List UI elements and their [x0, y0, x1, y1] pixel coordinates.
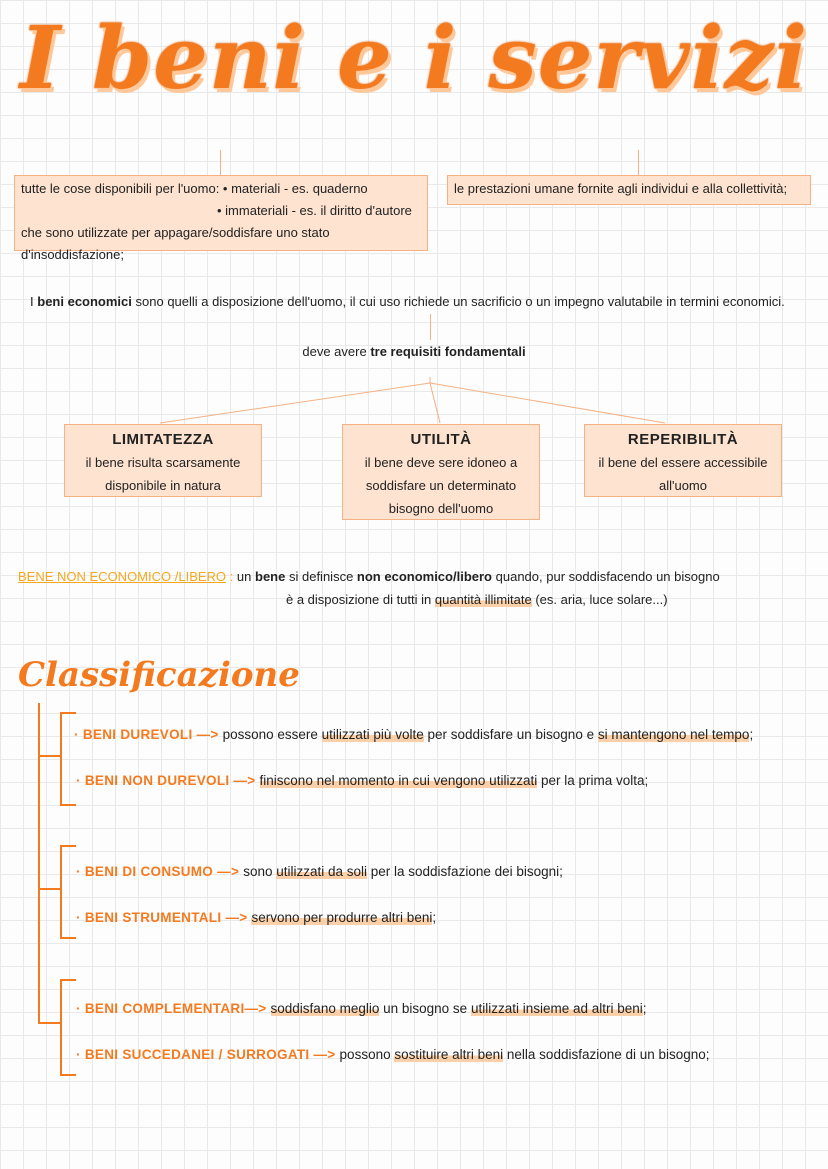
- highlighted-text: utilizzati insieme ad altri beni: [470, 1001, 643, 1016]
- classification-item: [74, 727, 753, 742]
- beni-line-1: tutte le cose disponibili per l'uomo: • materiali - es. quaderno: [21, 181, 368, 196]
- classification-label: · BENI COMPLEMENTARI—>: [76, 1001, 271, 1016]
- connector-beni: [220, 150, 221, 175]
- beni-definition-box: [14, 175, 428, 262]
- highlighted-text: finiscono nel momento in cui vengono utilizzati: [259, 773, 538, 788]
- page-title: I beni e i servizi: [19, 8, 808, 109]
- classification-text: sono: [243, 864, 277, 879]
- bracket-consumo: [60, 845, 76, 939]
- classification-text: possono: [339, 1047, 395, 1062]
- classification-text: nella soddisfazione di un bisogno;: [503, 1047, 710, 1062]
- highlighted-text: soddisfano meglio: [270, 1001, 380, 1016]
- highlighted-text: servono per produrre altri beni: [251, 910, 433, 925]
- bracket-complementari: [60, 979, 76, 1076]
- classification-text: ;: [749, 727, 754, 742]
- classification-text: per soddisfare un bisogno e: [423, 727, 598, 742]
- requirement-title: LIMITATEZZA: [112, 431, 214, 448]
- servizi-text: le prestazioni umane fornite agli individui e alla collettività;: [454, 181, 788, 196]
- classification-text: per la prima volta;: [537, 773, 649, 788]
- bene-libero-label: BENE NON ECONOMICO /LIBERO: [18, 569, 227, 584]
- classification-item: [76, 1001, 647, 1016]
- requirement-desc: il bene deve sere idoneo a soddisfare un determinato bisogno dell'uomo: [364, 455, 518, 516]
- classification-item: [76, 910, 436, 925]
- beni-line-3: che sono utilizzate per appagare/soddisfare uno stato d'insoddisfazione;: [21, 225, 330, 262]
- connector-requisiti: [430, 314, 431, 340]
- classification-text: ;: [432, 910, 437, 925]
- servizi-definition-box: [447, 175, 811, 205]
- requirement-limitatezza: [64, 424, 262, 497]
- beni-economici-definition: I beni economici sono quelli a disposizione dell'uomo, il cui uso richiede un sacrificio o un impegno valutabile in termini economici.: [30, 294, 785, 309]
- requirement-reperibilita: [584, 424, 782, 497]
- bracket-tick: [38, 888, 62, 890]
- bracket-tick: [38, 1022, 62, 1024]
- classification-label: · BENI DI CONSUMO —>: [76, 864, 244, 879]
- bene-libero-definition-line2: è a disposizione di tutti in quantità illimitate (es. aria, luce solare...): [286, 592, 668, 607]
- classification-item: [76, 1047, 710, 1062]
- classification-label: · BENI SUCCEDANEI / SURROGATI —>: [76, 1047, 340, 1062]
- highlighted-text: si mantengono nel tempo: [597, 727, 750, 742]
- requirements-connectors: [0, 365, 828, 427]
- bracket-tick: [38, 755, 62, 757]
- connector-servizi: [638, 150, 639, 175]
- classification-item: [76, 773, 648, 788]
- classification-label: · BENI DUREVOLI —>: [74, 727, 223, 742]
- classificazione-title: Classificazione: [18, 655, 300, 695]
- classification-text: possono essere: [222, 727, 322, 742]
- classification-main-stem: [38, 703, 40, 1023]
- requirement-desc: il bene del essere accessibile all'uomo: [598, 455, 768, 493]
- classification-text: ;: [642, 1001, 647, 1016]
- classification-label: · BENI NON DUREVOLI —>: [76, 773, 260, 788]
- classification-text: un bisogno se: [379, 1001, 471, 1016]
- highlighted-text: utilizzati più volte: [321, 727, 424, 742]
- classification-text: per la soddisfazione dei bisogni;: [367, 864, 563, 879]
- classification-label: · BENI STRUMENTALI —>: [76, 910, 252, 925]
- highlighted-text: sostituire altri beni: [394, 1047, 504, 1062]
- beni-line-2: • immateriali - es. il diritto d'autore: [217, 203, 412, 218]
- requirement-title: UTILITÀ: [410, 431, 472, 448]
- classification-item: [76, 864, 563, 879]
- requirement-title: REPERIBILITÀ: [627, 431, 739, 448]
- bene-libero-definition: BENE NON ECONOMICO /LIBERO : un bene si definisce non economico/libero quando, pur soddisfacendo un bisogno: [18, 569, 720, 584]
- requisiti-heading: deve avere tre requisiti fondamentali: [302, 344, 526, 359]
- requirement-utilita: [342, 424, 540, 520]
- highlighted-text: utilizzati da soli: [276, 864, 368, 879]
- requirement-desc: il bene risulta scarsamente disponibile in natura: [85, 455, 241, 493]
